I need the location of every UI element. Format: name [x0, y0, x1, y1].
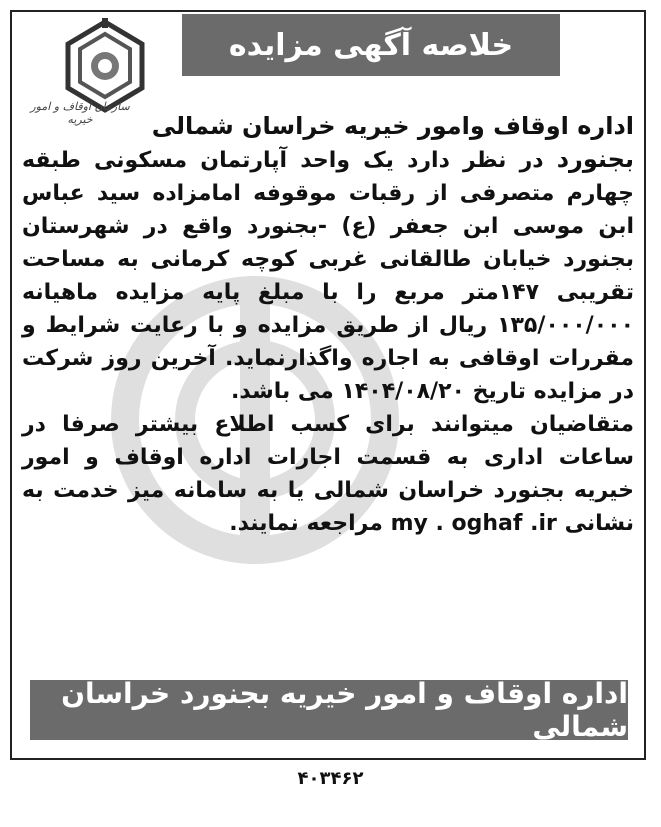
org-heading: اداره اوقاف وامور خیریه خراسان شمالی	[151, 112, 634, 140]
city-name: بجنورد	[556, 145, 634, 173]
website-link[interactable]: my . oghaf .ir	[390, 511, 557, 536]
paragraph-1-text: در نظر دارد یک واحد آپارتمان مسکونی طبقه چهارم متصرفی از رقبات موقوفه امامزاده سید عباس ابن موسی ابن جعفر (ع) -بجنورد واقع در شهرستان بجنورد خیابان طالقانی غربی کوچه کرمانی به مساحت تقریبی ۱۴۷متر مربع را با مبلغ پایه مزایده ماهیانه ۱۳۵/۰۰۰/۰۰۰ ریال از طریق مزایده و با رعایت شرایط و مقررات اوقافی به اجاره واگذارنماید. آخرین روز شرکت در مزایده تاریخ ۱۴۰۴/۰۸/۲۰ می باشد.	[22, 148, 634, 404]
notice-code: ۴۰۳۴۶۲	[297, 768, 364, 789]
paragraph-1	[22, 143, 634, 408]
notice-title: خلاصه آگهی مزایده	[182, 14, 560, 76]
logo-caption: سازمان اوقاف و امور خیریه	[30, 100, 130, 126]
footer-org-name: اداره اوقاف و امور خیریه بجنورد خراسان شمالی	[30, 680, 628, 740]
paragraph-2	[22, 408, 634, 540]
paragraph-2-end: مراجعه نمایند.	[229, 511, 383, 536]
notice-body	[22, 110, 634, 540]
paragraph-2-text: متقاضیان میتوانند برای کسب اطلاع بیشتر صرفا در ساعات اداری به قسمت اجارات اداره اوقاف و امور خیریه بجنورد خراسان شمالی یا به سامانه میز خدمت به نشانی	[22, 412, 634, 536]
